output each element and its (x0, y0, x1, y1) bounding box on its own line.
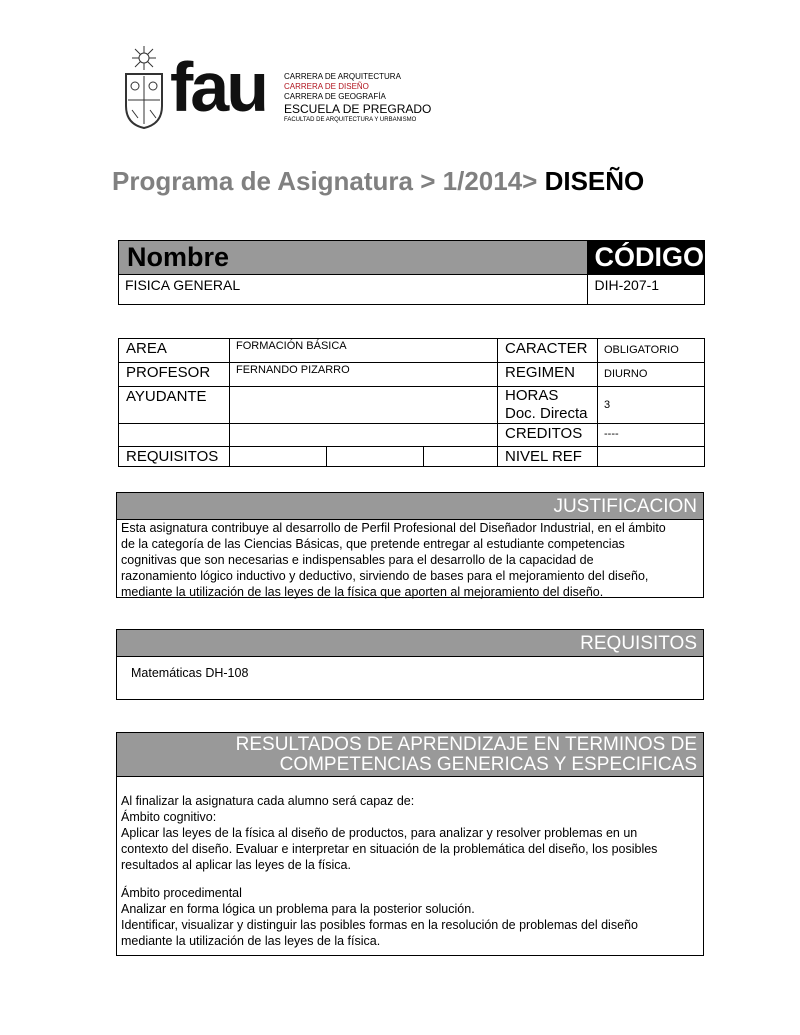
paragraph-gap (121, 873, 699, 885)
horas-label-line: Doc. Directa (505, 405, 588, 422)
text-line: cognitivas que son necesarias e indispensables para el desarrollo de la capacidad de (121, 553, 594, 567)
text-line: Al finalizar la asignatura cada alumno será capaz de: (121, 794, 415, 808)
horas-value: 3 (598, 387, 705, 424)
university-seal-icon (122, 44, 166, 130)
ayudante-label: AYUDANTE (119, 387, 230, 424)
resultados-heading (117, 733, 703, 777)
title-prefix: Programa de Asignatura > 1/2014> (112, 166, 545, 196)
profesor-label: PROFESOR (119, 363, 230, 387)
course-name-table (118, 240, 705, 305)
empty-cell (119, 424, 230, 447)
regimen-label: REGIMEN (498, 363, 598, 387)
requisitos-cell (230, 447, 327, 467)
creditos-value: ---- (598, 424, 705, 447)
text-line: contexto del diseño. Evaluar e interpretar en situación de la problemática del diseño, los posibles (121, 842, 658, 856)
justificacion-body (117, 520, 703, 600)
resultados-body (117, 777, 703, 949)
course-info-table (118, 338, 705, 467)
justificacion-section (116, 492, 704, 598)
code-header: CÓDIGO (588, 241, 705, 275)
caracter-label: CARACTER (498, 339, 598, 363)
logo-line: CARRERA DE DISEÑO (284, 82, 369, 91)
heading-line: RESULTADOS DE APRENDIZAJE EN TERMINOS DE (235, 734, 697, 755)
text-line: Esta asignatura contribuye al desarrollo de Perfil Profesional del Diseñador Industrial, en el ámbito (121, 521, 666, 535)
text-line: resultados al aplicar las leyes de la física. (121, 858, 351, 872)
requisitos-heading: REQUISITOS (117, 630, 703, 657)
heading-line: COMPETENCIAS GENERICAS Y ESPECIFICAS (279, 754, 697, 775)
text-line: de la categoría de las Ciencias Básicas, que pretende entregar al estudiante competencias (121, 537, 625, 551)
requisitos-section (116, 629, 704, 700)
requisitos-cell (327, 447, 424, 467)
caracter-value: OBLIGATORIO (598, 339, 705, 363)
area-value: FORMACIÓN BÁSICA (230, 339, 498, 363)
text-line: Ámbito procedimental (121, 886, 242, 900)
empty-cell (230, 424, 498, 447)
text-line: Aplicar las leyes de la física al diseño de productos, para analizar y resolver problemas en un (121, 826, 638, 840)
logo-line: FACULTAD DE ARQUITECTURA Y URBANISMO (284, 117, 417, 123)
logo-caption (284, 72, 431, 124)
text-line: mediante la utilización de las leyes de la física. (121, 934, 381, 948)
requisitos-cell (424, 447, 498, 467)
logo-line: ESCUELA DE PREGRADO (284, 102, 432, 116)
fau-logo: fau (170, 48, 266, 126)
nivel-label: NIVEL REF (498, 447, 598, 467)
area-label: AREA (119, 339, 230, 363)
creditos-label: CREDITOS (498, 424, 598, 447)
text-line: Ámbito cognitivo: (121, 810, 217, 824)
logo-line: CARRERA DE GEOGRAFÍA (284, 92, 386, 101)
page-title (112, 166, 644, 197)
regimen-value: DIURNO (598, 363, 705, 387)
profesor-value: FERNANDO PIZARRO (230, 363, 498, 387)
requisitos-label: REQUISITOS (119, 447, 230, 467)
title-subject: DISEÑO (544, 166, 645, 196)
text-line: razonamiento lógico inductivo y deductivo, sirviendo de bases para el mejoramiento del diseño, (121, 569, 649, 583)
nivel-value (598, 447, 705, 467)
text-line: Identificar, visualizar y distinguir las posibles formas en la resolución de problemas del diseño (121, 918, 638, 932)
ayudante-value (230, 387, 498, 424)
logo-line: CARRERA DE ARQUITECTURA (284, 72, 401, 81)
horas-label (498, 387, 598, 424)
text-line: mediante la utilización de las leyes de la física que aporten al mejoramiento del diseño. (121, 585, 604, 599)
course-code-value: DIH-207-1 (588, 275, 705, 305)
horas-label-line: HORAS (505, 387, 559, 404)
resultados-section (116, 732, 704, 956)
justificacion-heading: JUSTIFICACION (117, 493, 703, 520)
name-header: Nombre (119, 241, 588, 275)
text-line: Analizar en forma lógica un problema para la posterior solución. (121, 902, 475, 916)
requisitos-body: Matemáticas DH-108 (131, 666, 249, 680)
course-name-value: FISICA GENERAL (119, 275, 588, 305)
